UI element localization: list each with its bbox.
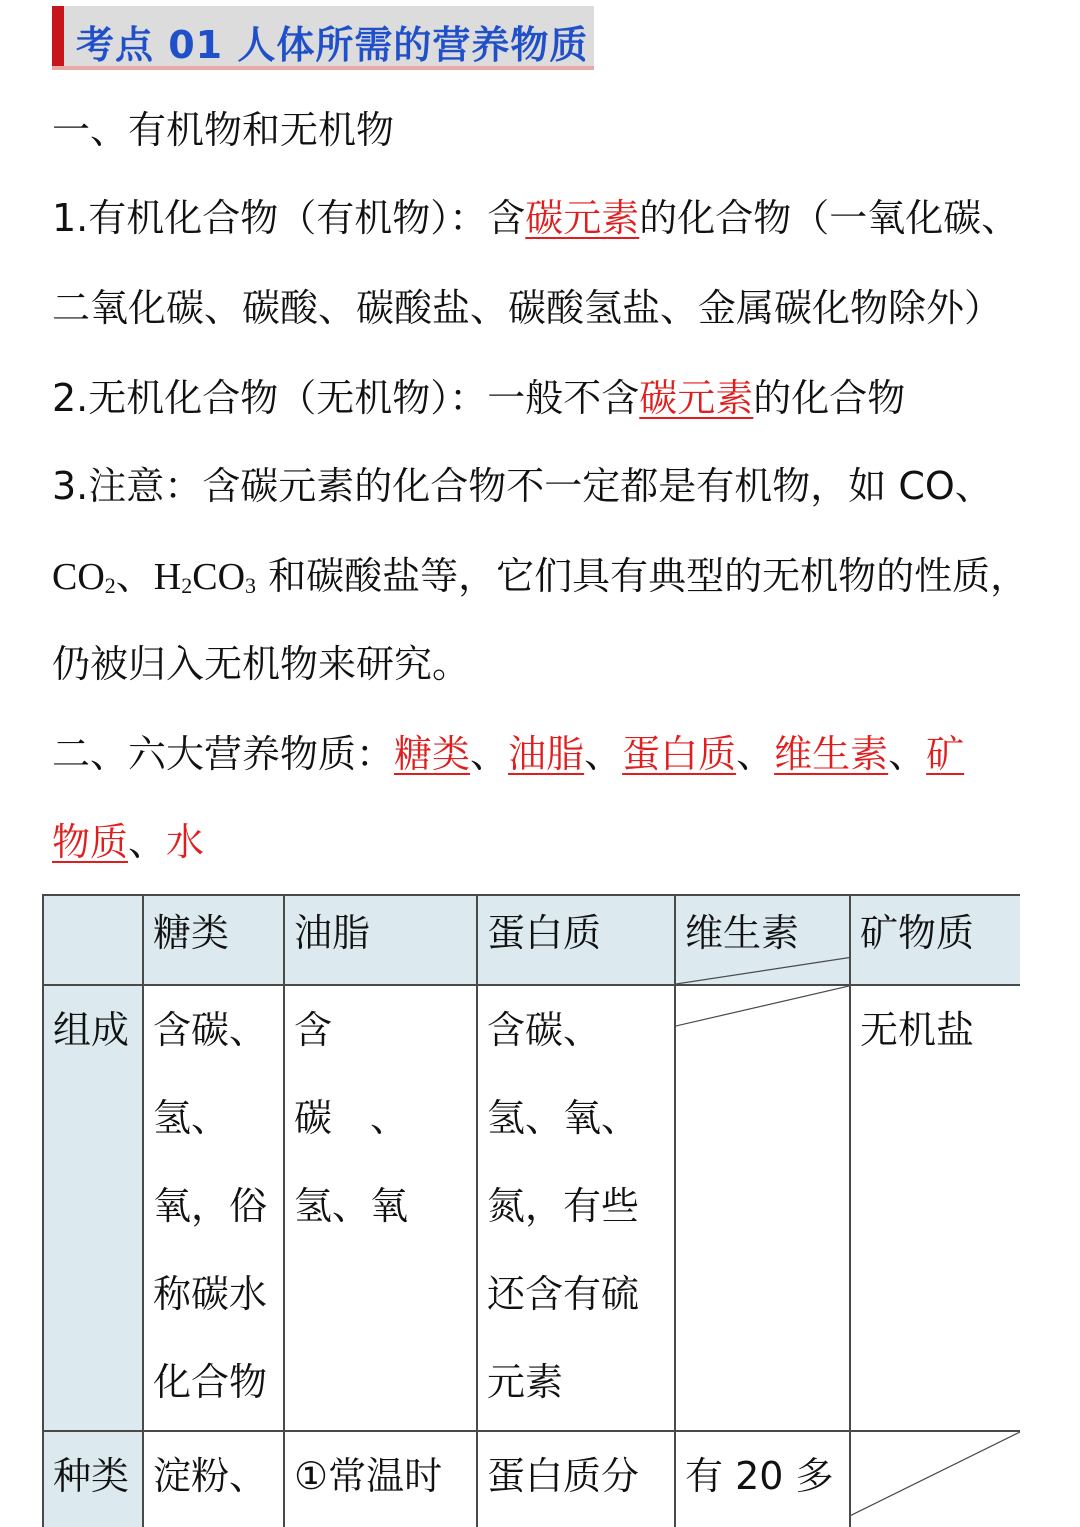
- title-accent-bar: [52, 6, 64, 66]
- section1-heading: 一、有机物和无机物: [52, 108, 395, 152]
- section2-prefix: 二、六大营养物质：: [52, 732, 395, 776]
- table-header-cell: 蛋白质: [477, 895, 675, 985]
- table-cell: [477, 1431, 675, 1527]
- nutrient-table: [42, 894, 1020, 1527]
- item2-highlight: 碳元素: [639, 376, 754, 420]
- nutrient-vitamin: 维生素: [774, 732, 889, 776]
- section2-line2: [52, 818, 204, 866]
- table-cell-empty: [675, 985, 850, 1431]
- diagonal-slash: [851, 1432, 1020, 1527]
- table-row-kinds: [43, 1431, 1020, 1527]
- section2-line1: [52, 730, 964, 778]
- item2-line: [52, 374, 905, 422]
- separator: 、: [470, 732, 509, 776]
- formula-sep: 、H: [115, 556, 182, 598]
- table-header-cell: [675, 895, 850, 985]
- table-cell: [477, 985, 675, 1431]
- table-header-cell: 矿物质: [850, 895, 1020, 985]
- item1-line1: [52, 194, 1019, 242]
- formula-sub-3: 3: [245, 573, 257, 598]
- cell-text: ①常温时: [294, 1454, 443, 1498]
- diagonal-slash: [676, 896, 849, 984]
- nutrient-mineral-part2: 物质: [52, 820, 129, 864]
- item3-rest: 和碳酸盐等，它们具有典型的无机物的性质，: [256, 554, 1029, 598]
- separator: 、: [736, 732, 775, 776]
- item1-highlight: 碳元素: [525, 196, 640, 240]
- table-header-cell: 油脂: [284, 895, 477, 985]
- cell-text: 无机盐: [860, 1008, 975, 1052]
- table-header-cell: 糖类: [143, 895, 284, 985]
- separator: 、: [888, 732, 927, 776]
- table-cell: [143, 1431, 284, 1527]
- item3-line3: 仍被归入无机物来研究。: [52, 642, 471, 686]
- item2-rest: 的化合物: [753, 376, 906, 420]
- nutrient-mineral-part1: 矿: [926, 732, 965, 776]
- item2-prefix: 2.无机化合物（无机物）：一般不含: [52, 376, 640, 420]
- formula-sub-2: 2: [104, 573, 116, 598]
- table-cell-empty: [850, 1431, 1020, 1527]
- table-header-cell: [43, 895, 143, 985]
- nutrient-water: 水: [166, 820, 205, 864]
- formula-co: CO: [52, 556, 105, 598]
- table-row-composition: [43, 985, 1020, 1431]
- table-cell: [284, 1431, 477, 1527]
- row-label: 种类: [43, 1431, 143, 1527]
- cell-text: 含碳、氢、氧、氮，有些还含有硫元素: [487, 1008, 640, 1404]
- nutrient-table-wrapper: [42, 894, 1020, 1527]
- table-cell: [143, 985, 284, 1431]
- section-title-bar: [52, 6, 594, 70]
- formula-co-b: CO: [192, 556, 246, 598]
- separator: 、: [128, 820, 167, 864]
- cell-text: 有 20 多: [685, 1454, 834, 1498]
- item1-line2: 二氧化碳、碳酸、碳酸盐、碳酸氢盐、金属碳化物除外）: [52, 286, 1003, 330]
- diagonal-slash: [676, 986, 849, 1430]
- table-cell: [284, 985, 477, 1431]
- table-header-row: [43, 895, 1020, 985]
- table-cell: [850, 985, 1020, 1431]
- nutrient-protein: 蛋白质: [622, 732, 737, 776]
- table-cell: [675, 1431, 850, 1527]
- item3-line2: [52, 552, 1028, 610]
- separator: 、: [584, 732, 623, 776]
- formula-sub-h2: 2: [181, 573, 193, 598]
- cell-text: 淀粉、: [153, 1454, 268, 1498]
- cell-text: 蛋白质分: [487, 1454, 640, 1498]
- cell-text: 含碳、氢、氧，俗称碳水化合物: [153, 1008, 268, 1404]
- page-title: 考点 01 人体所需的营养物质: [76, 23, 589, 67]
- nutrient-fat: 油脂: [508, 732, 585, 776]
- item3-line1: 3.注意：含碳元素的化合物不一定都是有机物，如 CO、: [52, 464, 993, 508]
- item1-prefix: 1.有机化合物（有机物）：含: [52, 196, 526, 240]
- cell-text: 含 碳 、氢、氧: [294, 1008, 409, 1228]
- row-label: 组成: [43, 985, 143, 1431]
- nutrient-sugar: 糖类: [394, 732, 471, 776]
- table-header-label: 维生素: [685, 911, 800, 955]
- item1-rest: 的化合物（一氧化碳、: [639, 196, 1020, 240]
